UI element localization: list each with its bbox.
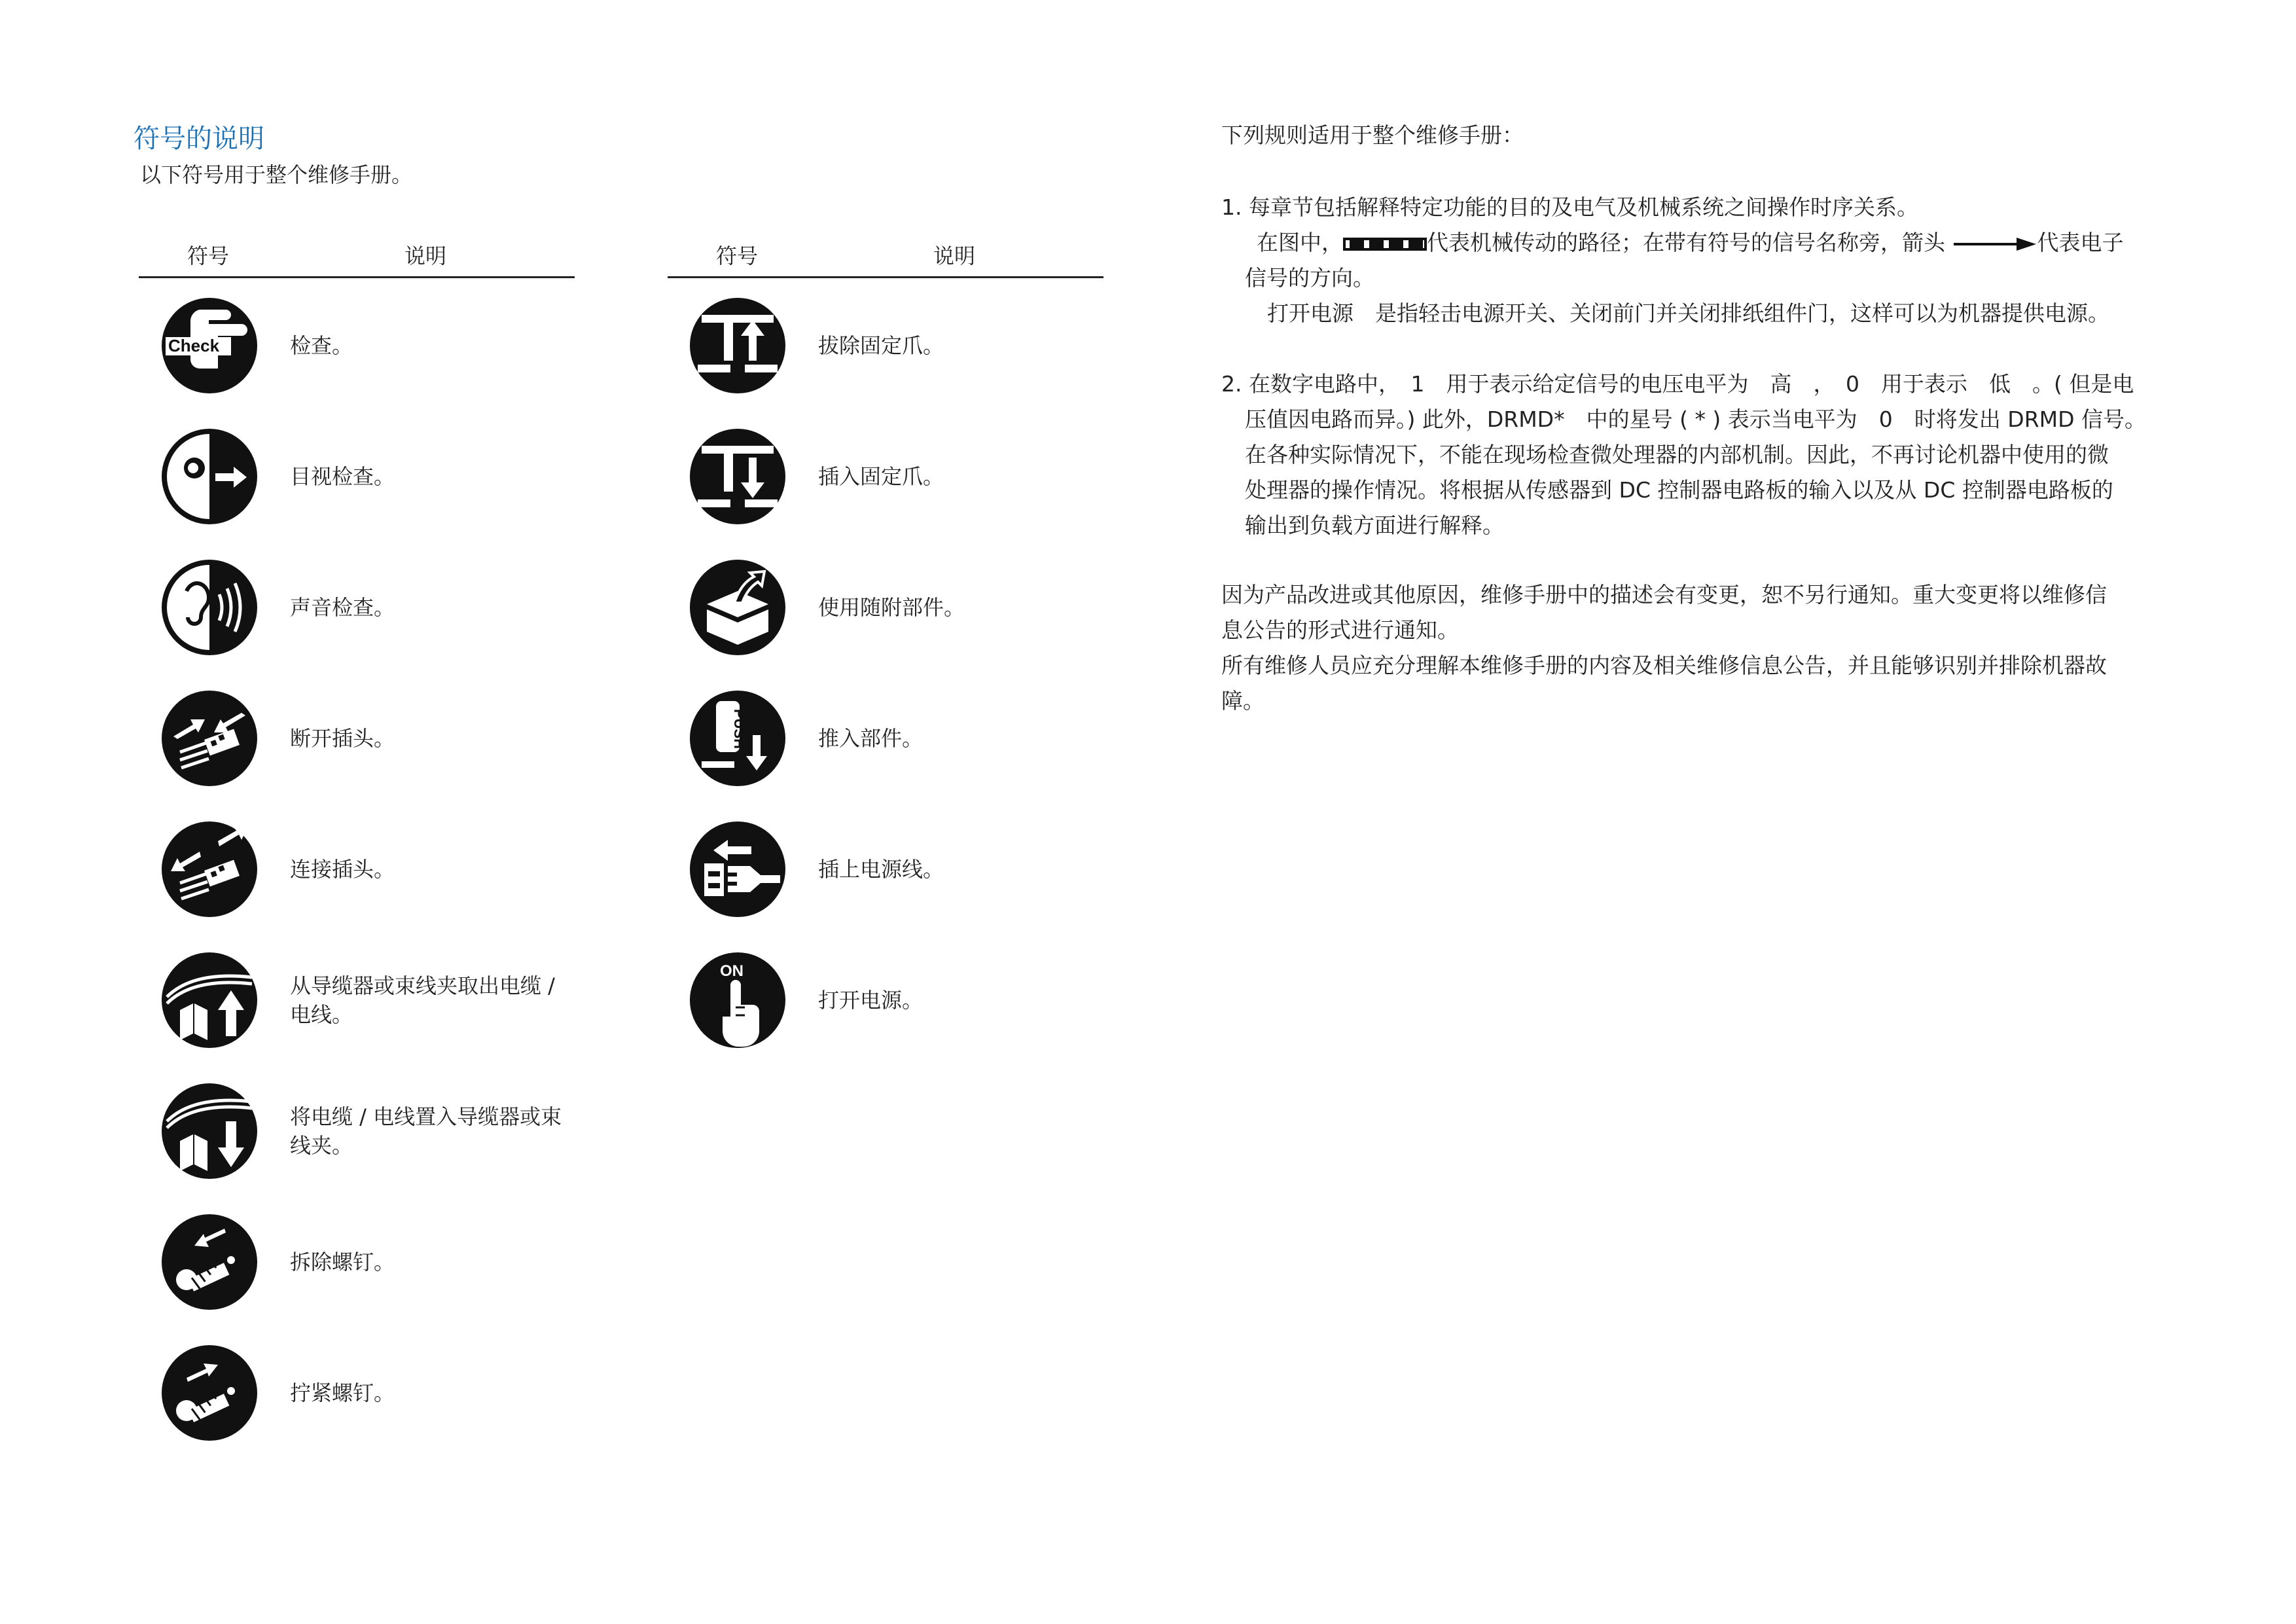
symbol-desc: 拔除固定爪。 bbox=[818, 333, 944, 358]
symbol-desc: 使用随附部件。 bbox=[818, 595, 965, 620]
section-title: 符号的说明 bbox=[134, 124, 264, 154]
symbol-desc: 打开电源。 bbox=[818, 988, 924, 1013]
rule-1-line-3: 信号的方向。 bbox=[1245, 265, 1374, 291]
power-on-icon bbox=[689, 951, 787, 1049]
rules-intro: 下列规则适用于整个维修手册： bbox=[1221, 122, 1524, 148]
rule-1-line-1: 1. 每章节包括解释特定功能的目的及电气及机械系统之间操作时序关系。 bbox=[1221, 194, 1918, 220]
rule-1-line-4: 打开电源 是指轻击电源开关、关闭前门并关闭排纸组件门，这样可以为机器提供电源。 bbox=[1267, 300, 2109, 326]
header-rule-1 bbox=[139, 276, 575, 278]
symbol-desc: 将电缆 / 电线置入导缆器或束线夹。 bbox=[290, 1104, 562, 1158]
rule-2-line-4: 处理器的操作情况。将根据从传感器到 DC 控制器电路板的输入以及从 DC 控制器电路板的 bbox=[1245, 477, 2113, 503]
rule-2 bbox=[1221, 367, 2190, 543]
section-subtitle: 以下符号用于整个维修手册。 bbox=[140, 162, 413, 187]
notice-line-1: 因为产品改进或其他原因，维修手册中的描述会有变更，恕不另行通知。重大变更将以维修信 bbox=[1221, 582, 2107, 607]
insert-claw-icon bbox=[689, 427, 787, 526]
svg-text:Check: Check bbox=[168, 336, 220, 355]
rule-1-text-a: 在图中， bbox=[1257, 230, 1343, 255]
check-hand-icon bbox=[160, 297, 259, 395]
symbol-desc: 插上电源线。 bbox=[818, 857, 944, 882]
push-part-icon bbox=[689, 689, 787, 787]
header-symbol-2: 符号 bbox=[716, 244, 759, 268]
rule-1 bbox=[1221, 190, 2190, 331]
symbol-desc: 断开插头。 bbox=[290, 726, 395, 751]
plug-cord-icon bbox=[689, 820, 787, 918]
header-desc-2: 说明 bbox=[933, 244, 976, 268]
header-symbol-1: 符号 bbox=[187, 244, 230, 268]
remove-screw-icon bbox=[160, 1213, 259, 1311]
disconnect-connector-icon bbox=[160, 689, 259, 787]
notice-line-4: 障。 bbox=[1221, 688, 1265, 713]
symbol-desc: 连接插头。 bbox=[290, 857, 395, 882]
rule-2-line-5: 输出到负载方面进行解释。 bbox=[1245, 513, 1504, 538]
ear-sound-icon bbox=[160, 558, 259, 657]
notice-line-2: 息公告的形式进行通知。 bbox=[1221, 617, 1459, 643]
notice-line-3: 所有维修人员应充分理解本维修手册的内容及相关维修信息公告，并且能够识别并排除机器故 bbox=[1221, 653, 2107, 678]
rule-2-line-2: 压值因电路而异。) 此外，DRMD* 中的星号 ( * ) 表示当电平为 0 时将发出 DRMD 信号。 bbox=[1245, 406, 2146, 432]
symbol-desc: 拧紧螺钉。 bbox=[290, 1380, 395, 1405]
remove-cable-icon bbox=[160, 951, 259, 1049]
connect-connector-icon bbox=[160, 820, 259, 918]
rule-1-text-c: 代表电子 bbox=[2037, 230, 2124, 255]
eye-visual-icon bbox=[160, 427, 259, 526]
rule-2-line-1: 2. 在数字电路中， 1 用于表示给定信号的电压电平为 高 ， 0 用于表示 低 。( 但是电 bbox=[1221, 371, 2134, 397]
supplied-part-icon bbox=[689, 558, 787, 657]
symbol-desc: 推入部件。 bbox=[818, 726, 924, 751]
mechanical-path-icon bbox=[1343, 235, 1427, 253]
symbol-desc: 拆除螺钉。 bbox=[290, 1250, 395, 1274]
rule-1-text-b: 代表机械传动的路径；在带有符号的信号名称旁，箭头 bbox=[1427, 230, 1945, 255]
header-rule-2 bbox=[668, 276, 1103, 278]
symbol-desc: 声音检查。 bbox=[290, 595, 395, 620]
header-desc-1: 说明 bbox=[404, 244, 447, 268]
symbol-desc: 从导缆器或束线夹取出电缆 / 电线。 bbox=[290, 973, 555, 1027]
rule-2-line-3: 在各种实际情况下，不能在现场检查微处理器的内部机制。因此，不再讨论机器中使用的微 bbox=[1245, 442, 2109, 467]
insert-cable-icon bbox=[160, 1082, 259, 1180]
symbol-desc: 目视检查。 bbox=[290, 464, 395, 489]
svg-text:ON: ON bbox=[720, 962, 744, 980]
tighten-screw-icon bbox=[160, 1344, 259, 1442]
signal-arrow-icon bbox=[1952, 236, 2037, 252]
symbol-desc: 检查。 bbox=[290, 333, 353, 358]
notice bbox=[1221, 577, 2190, 719]
rule-1-line-2 bbox=[1221, 225, 2190, 261]
symbol-desc: 插入固定爪。 bbox=[818, 464, 944, 489]
svg-text:PUSH: PUSH bbox=[731, 709, 747, 749]
remove-claw-icon bbox=[689, 297, 787, 395]
